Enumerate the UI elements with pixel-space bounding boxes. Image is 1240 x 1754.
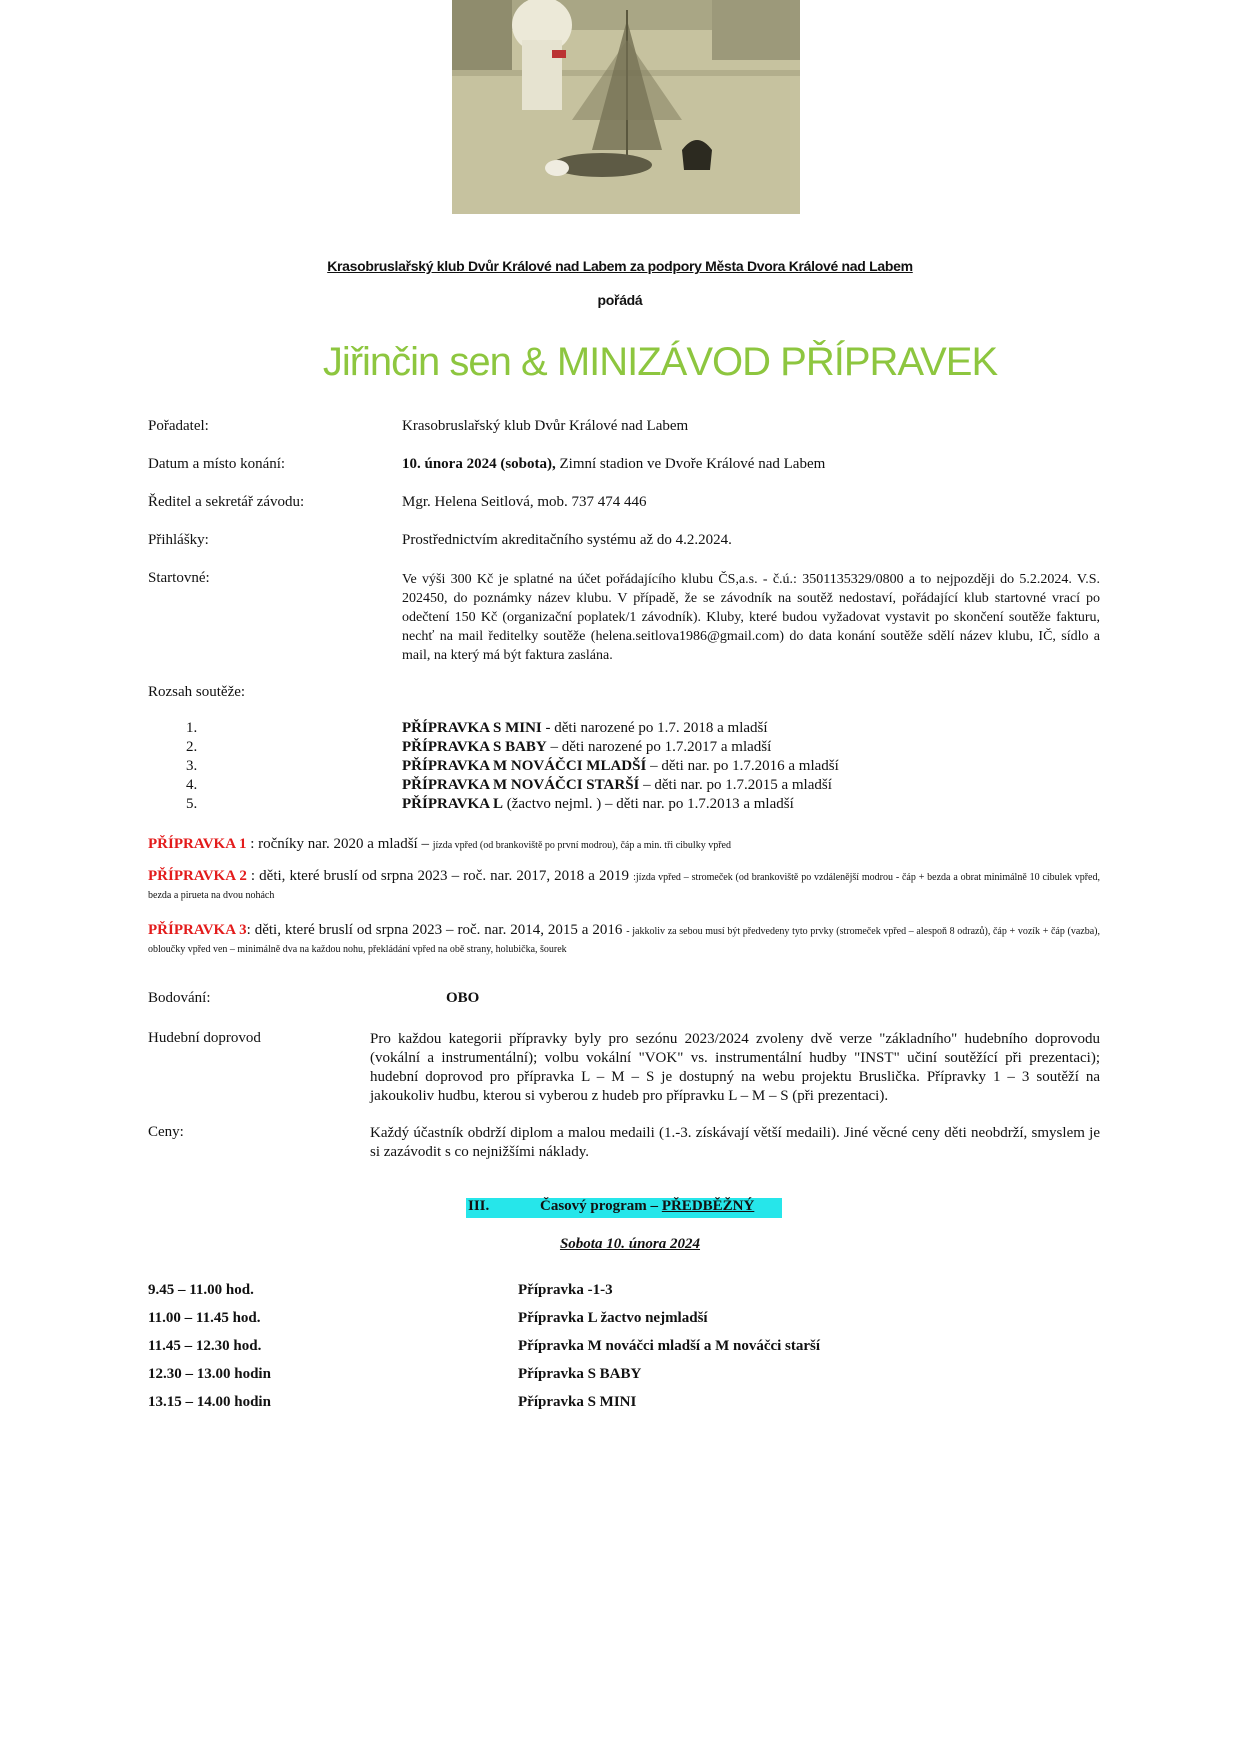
pripravka-detail: - jakkoliv za sebou musí být předvedeny tyto prvky (stromeček vpřed – alespoň 8 odrazů), čáp + vozík + čáp (vazba), obloučky vpřed ven – minimálně dva na každou nohu, překládání vpřed na obě strany, holubička, šourek — [148, 926, 1100, 955]
schedule-time: 9.45 – 11.00 hod. — [148, 1282, 254, 1298]
poradatel-label: Pořadatel: — [148, 418, 209, 434]
datum-rest: Zimní stadion ve Dvoře Králové nad Labem — [555, 456, 826, 472]
schedule-time: 11.45 – 12.30 hod. — [148, 1338, 262, 1354]
category-desc: – děti narozené po 1.7.2017 a mladší — [546, 739, 772, 755]
schedule-item: Přípravka M nováčci mladší a M nováčci starší — [518, 1338, 821, 1354]
schedule-time: 11.00 – 11.45 hod. — [148, 1310, 261, 1326]
program-heading-underline: PŘEDBĚŽNÝ — [661, 1198, 755, 1214]
category-name: PŘÍPRAVKA S BABY — [402, 739, 547, 755]
program-heading-pre: Časový program – — [540, 1198, 662, 1214]
pripravka-label: PŘÍPRAVKA 1 — [148, 836, 247, 852]
program-heading-text — [540, 1198, 754, 1215]
program-roman: III. — [468, 1198, 490, 1214]
schedule-time: 12.30 – 13.00 hodin — [148, 1366, 271, 1382]
category-item — [402, 758, 839, 775]
reditel-label: Ředitel a sekretář závodu: — [148, 494, 305, 510]
poradatel-value: Krasobruslařský klub Dvůr Králové nad Labem — [402, 418, 689, 434]
schedule-item: Přípravka L žactvo nejmladší — [518, 1310, 708, 1326]
category-desc: (žactvo nejml. ) – děti nar. po 1.7.2013 a mladší — [503, 796, 794, 812]
bodovani-label: Bodování: — [148, 990, 211, 1006]
category-name: PŘÍPRAVKA M NOVÁČCI MLADŠÍ — [402, 758, 647, 774]
ceny-label: Ceny: — [148, 1124, 184, 1140]
category-desc: - děti narozené po 1.7. 2018 a mladší — [541, 720, 768, 736]
pripravka-main: : ročníky nar. 2020 a mladší – — [246, 836, 433, 852]
photo-graphic — [452, 0, 800, 214]
pripravka-detail: jízda vpřed (od brankoviště po první modrou), čáp a min. tři cibulky vpřed — [432, 840, 731, 851]
ceny-value: Každý účastník obdrží diplom a malou medaili (1.-3. získávají větší medaili). Jiné věcné ceny děti neobdrží, smyslem je si zazávodit s co nejnižšími náklady. — [370, 1125, 1100, 1160]
datum-bold: 10. února 2024 (sobota), — [402, 456, 556, 472]
rozsah-label: Rozsah soutěže: — [148, 684, 246, 700]
category-name: PŘÍPRAVKA M NOVÁČCI STARŠÍ — [402, 777, 640, 793]
datum-label: Datum a místo konání: — [148, 456, 286, 472]
program-heading — [466, 1198, 782, 1218]
datum-value — [402, 456, 825, 473]
schedule-item: Přípravka -1-3 — [518, 1282, 613, 1298]
startovne-label: Startovné: — [148, 570, 210, 586]
page-title: Jiřinčin sen & MINIZÁVOD PŘÍPRAVEK — [322, 340, 998, 384]
category-item — [402, 720, 768, 737]
pripravka-label: PŘÍPRAVKA 2 — [148, 868, 247, 884]
hudba-value: Pro každou kategorii přípravky byly pro sezónu 2023/2024 zvoleny dvě verze "základního" hudebního doprovodu (vokální a instrumentální); volbu vokální "VOK" vs. instrumentální hudby "INST" učiní soutěžící při prezentaci); hudební doprovod pro přípravka L – M – S je dostupný na webu projektu Bruslička. Přípravky 1 – 3 soutěží na jakoukoliv hudbu, kterou si vyberou z hudeb pro přípravku L – M – S (při prezentaci). — [370, 1031, 1100, 1104]
organizer-line: Krasobruslařský klub Dvůr Králové nad Labem za podpory Města Dvora Králové nad Labem — [327, 258, 913, 274]
bodovani-value: OBO — [446, 990, 480, 1006]
schedule-item: Přípravka S MINI — [518, 1394, 637, 1410]
schedule-time: 13.15 – 14.00 hodin — [148, 1394, 271, 1410]
category-item — [402, 796, 794, 813]
pripravka-1 — [148, 836, 1100, 854]
category-desc: – děti nar. po 1.7.2016 a mladší — [646, 758, 839, 774]
program-day: Sobota 10. února 2024 — [559, 1236, 701, 1252]
category-num: 4. — [186, 777, 198, 793]
pripravka-label: PŘÍPRAVKA 3 — [148, 922, 247, 938]
header-photo — [452, 0, 800, 214]
category-item — [402, 739, 771, 756]
pripravka-main: : děti, které bruslí od srpna 2023 – roč. nar. 2014, 2015 a 2016 — [246, 922, 627, 938]
pripravka-3 — [148, 922, 1100, 958]
category-item — [402, 777, 832, 794]
category-num: 3. — [186, 758, 198, 774]
pripravka-2 — [148, 868, 1100, 904]
reditel-value: Mgr. Helena Seitlová, mob. 737 474 446 — [402, 494, 647, 510]
prihlasky-label: Přihlášky: — [148, 532, 209, 548]
category-num: 5. — [186, 796, 198, 812]
pripravka-main: : děti, které bruslí od srpna 2023 – roč. nar. 2017, 2018 a 2019 — [246, 868, 634, 884]
hudba-label: Hudební doprovod — [148, 1030, 261, 1046]
schedule-item: Přípravka S BABY — [518, 1366, 642, 1382]
category-name: PŘÍPRAVKA S MINI — [402, 720, 542, 736]
prihlasky-value: Prostřednictvím akreditačního systému až do 4.2.2024. — [402, 532, 732, 548]
category-name: PŘÍPRAVKA L — [402, 796, 503, 812]
pripravka-detail: :jízda vpřed – stromeček (od brankoviště po vzdálenější modrou - čáp + bezda a obrat minimálně 10 cibulek vpřed, bezda a pirueta na dvou nohách — [148, 872, 1100, 901]
category-num: 1. — [186, 720, 198, 736]
category-num: 2. — [186, 739, 198, 755]
startovne-value: Ve výši 300 Kč je splatné na účet pořádajícího klubu ČS,a.s. - č.ú.: 3501135329/0800 a to nejpozději do 5.2.2024. V.S. 202450, do poznámky název klubu. V případě, že se závodník na soutěž nedostaví, pořádající klub startovné vrací po odečtení 150 Kč (organizační poplatek/1 závodník). Kluby, které budou vyžadovat vystavit po skončení soutěže fakturu, nechť na mail ředitelky soutěže (helena.seitlova1986@gmail.com) do data konání soutěže sdělí název klubu, IČ, sídlo a mail, na který má být faktura zaslána. — [402, 572, 1100, 663]
organizes-label: pořádá — [597, 292, 643, 308]
category-desc: – děti nar. po 1.7.2015 a mladší — [639, 777, 832, 793]
